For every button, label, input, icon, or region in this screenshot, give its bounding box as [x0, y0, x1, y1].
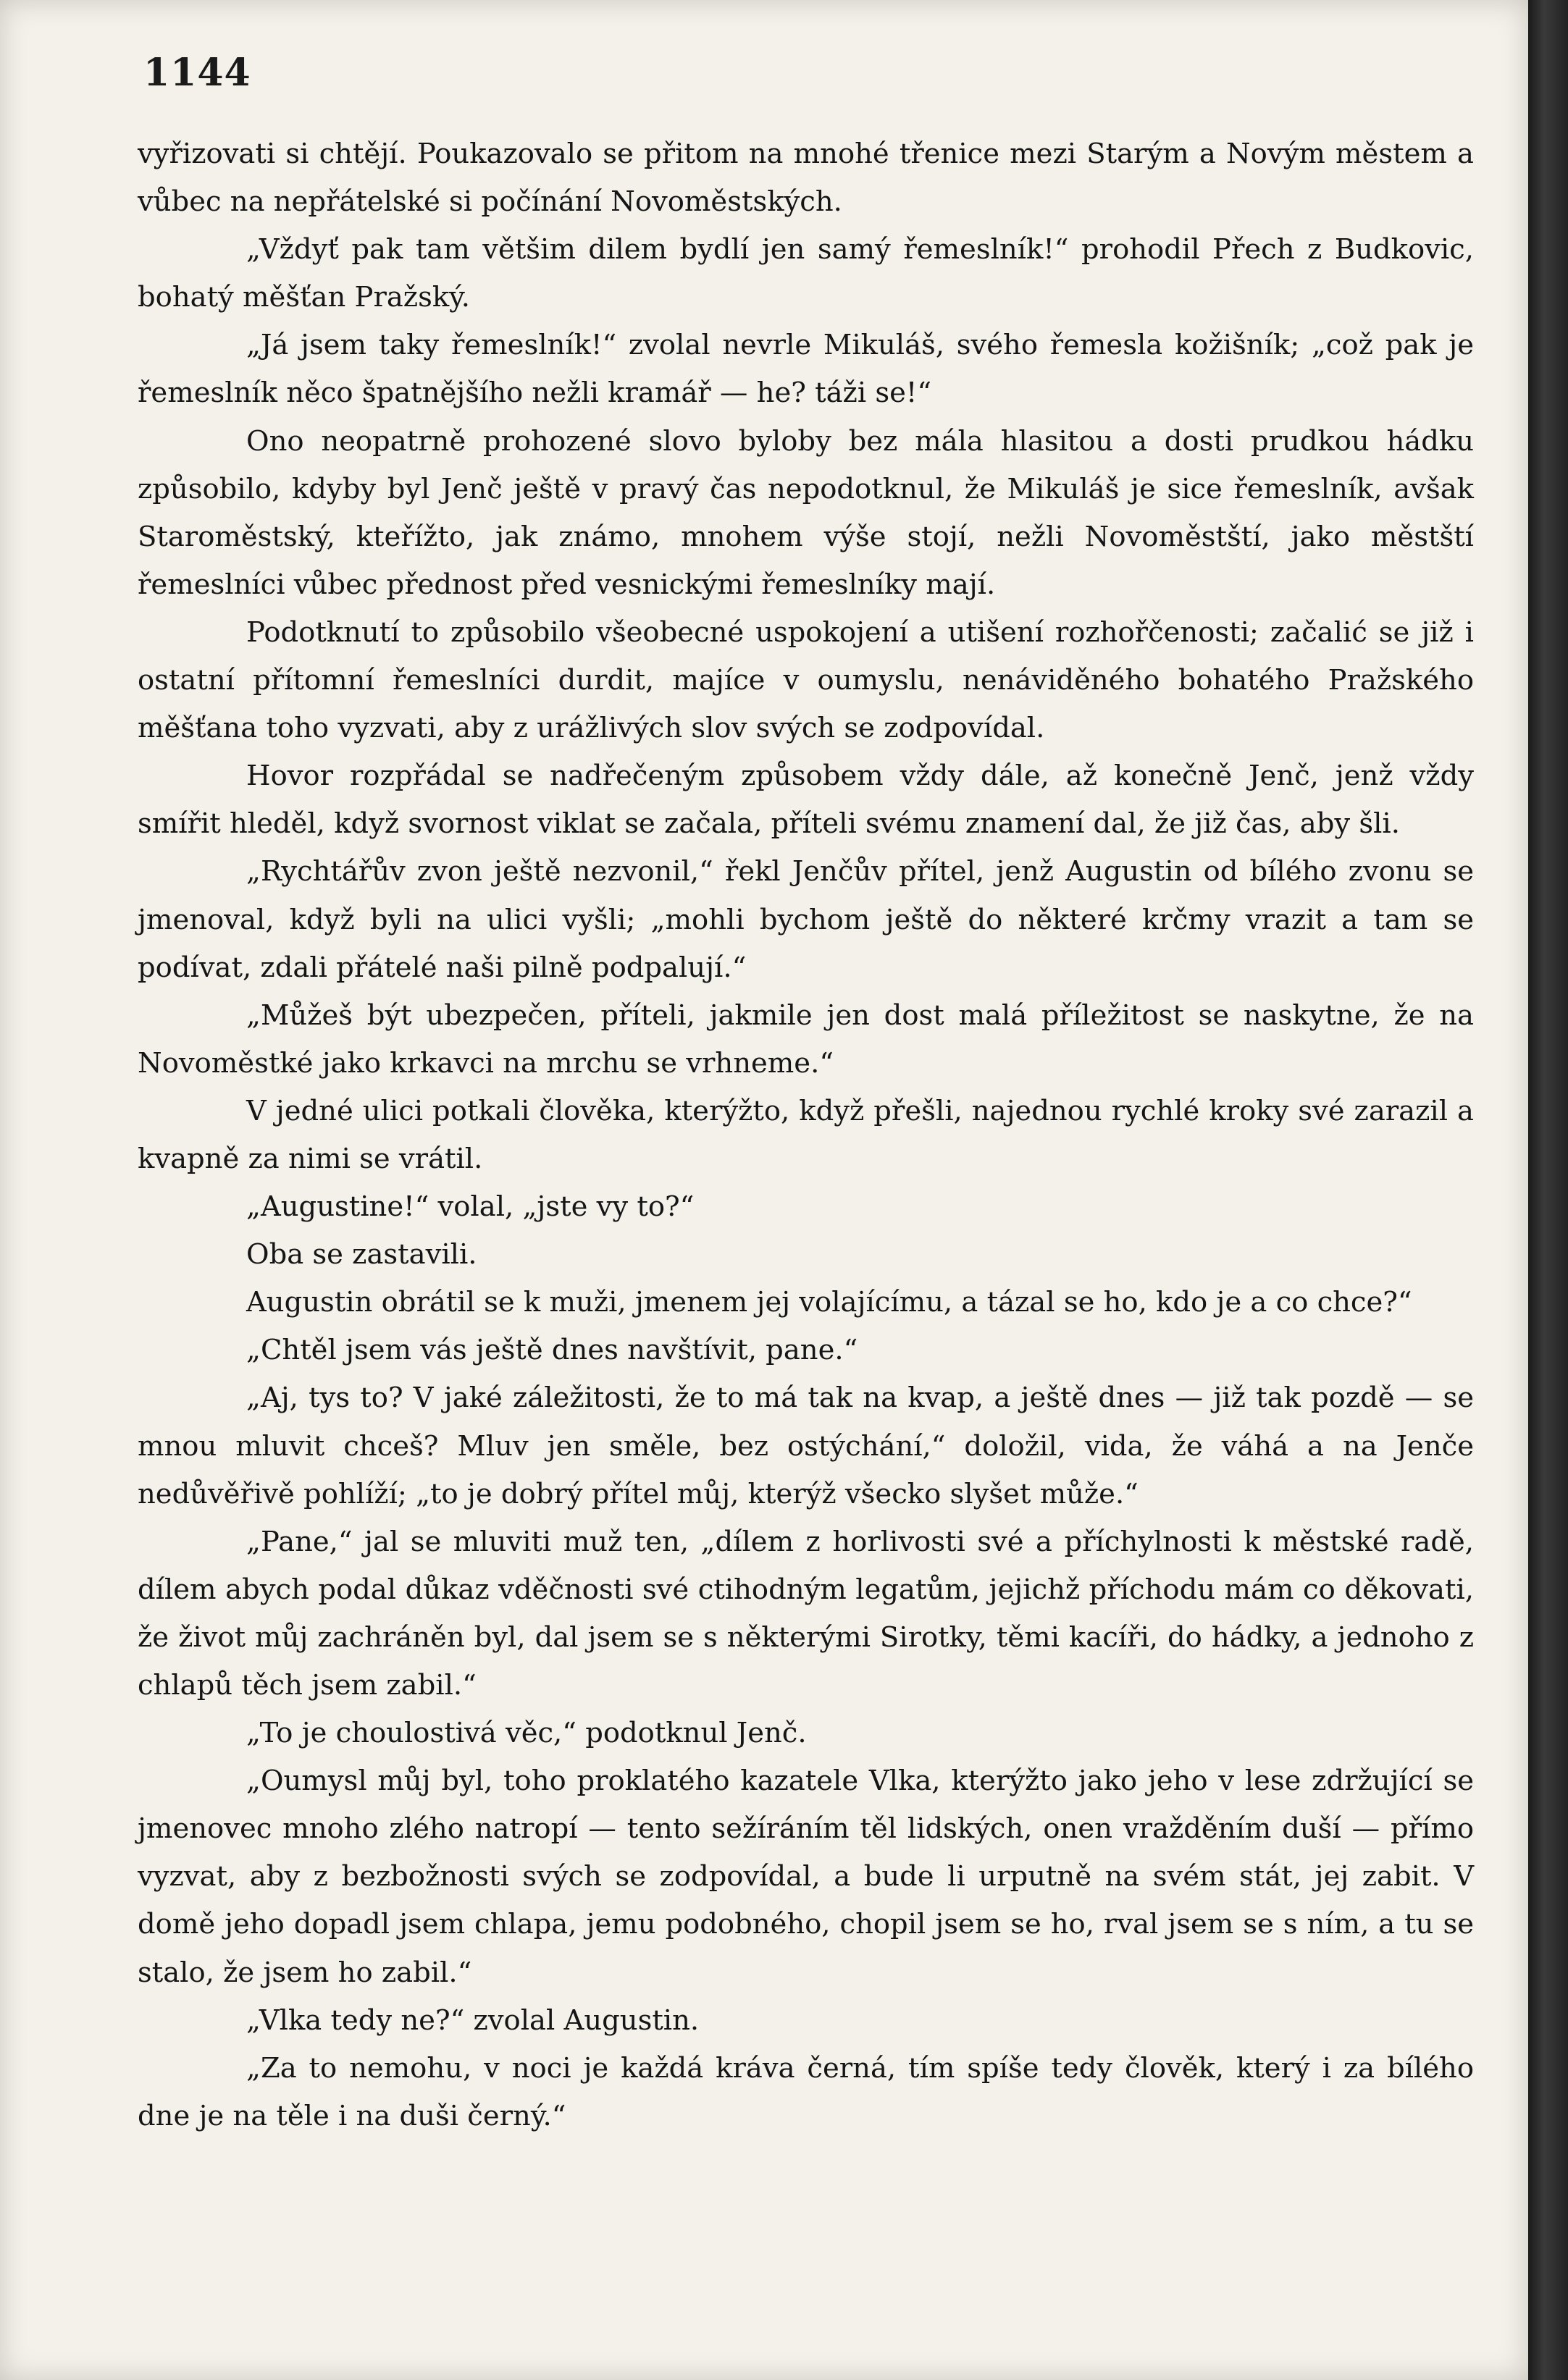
paragraph: „Vlka tedy ne?“ zvolal Augustin. — [246, 2003, 700, 2037]
paragraph: „Oumysl můj byl, toho proklatého kazatele Vlka, kterýžto jako jeho v lese zdržující se jmenovec mnoho zlého natropí — tento sežíráním těl lidských, onen vražděním duší — přímo vyzvat, aby z bezbožnosti svých se zodpovídal, a bude li urputně na svém stát, jej zabit. V domě jeho dopadl jsem chlapa, jemu podobného, chopil jsem se ho, rval jsem se s ním, a tu se stalo, že jsem ho zabil.“ — [138, 1765, 1474, 1989]
paragraph: „Vždyť pak tam většim dilem bydlí jen samý řemeslník!“ prohodil Přech z Budkovic, bohatý měšťan Pražský. — [138, 233, 1474, 314]
paragraph: „Aj, tys to? V jaké záležitosti, že to má tak na kvap, a ještě dnes — již tak pozdě — se mnou mluvit chceš? Mluv jen směle, bez ostýchání,“ doložil, vida, že váhá a na Jenče nedůvěřivě pohlíží; „to je dobrý přítel můj, kterýž všecko slyšet může.“ — [138, 1382, 1474, 1510]
paragraph: Augustin obrátil se k muži, jmenem jej volajícímu, a tázal se ho, kdo je a co chce?“ — [246, 1286, 1412, 1319]
paragraph: Hovor rozpřádal se nadřečeným způsobem vždy dále, až konečně Jenč, jenž vždy smířit hleděl, když svornost viklat se začala, příteli svému znamení dal, že již čas, aby šli. — [138, 760, 1474, 841]
paragraph: Oba se zastavili. — [246, 1238, 477, 1271]
paragraph: „To je choulostivá věc,“ podotknul Jenč. — [246, 1717, 807, 1750]
paragraph: „Rychtářův zvon ještě nezvonil,“ řekl Jenčův přítel, jenž Augustin od bílého zvonu se jmenoval, když byli na ulici vyšli; „mohli bychom ještě do některé krčmy vrazit a tam se podívat, zdali přátelé naši pilně podpalují.“ — [138, 855, 1474, 984]
paragraph: Podotknutí to způsobilo všeobecné uspokojení a utišení rozhořčenosti; začalić se již i ostatní přítomní řemeslníci durdit, majíce v oumyslu, nenáviděného bohatého Pražského měšťana toho vyzvati, aby z urážlivých slov svých se zodpovídal. — [138, 615, 1474, 745]
paragraph: „Chtěl jsem vás ještě dnes navštívit, pane.“ — [246, 1334, 858, 1367]
paragraph: „Já jsem taky řemeslník!“ zvolal nevrle Mikuláš, svého řemesla kožišník; „což pak je řemeslník něco špatnějšího nežli kramář — he? táži se!“ — [138, 329, 1474, 410]
paragraph: vyřizovati si chtějí. Poukazovalo se přitom na mnohé třenice mezi Starým a Novým městem a vůbec na nepřátelské si počínání Novoměstských. — [138, 138, 1474, 219]
paragraph: Ono neopatrně prohozené slovo byloby bez mála hlasitou a dosti prudkou hádku způsobilo, kdyby byl Jenč ještě v pravý čas nepodotknul, že Mikuláš je sice řemeslník, avšak Staroměstský, kteřížto, jak známo, mnohem výše stojí, nežli Novoměstští, jako městští řemeslníci vůbec přednost před vesnickými řemeslníky mají. — [138, 424, 1474, 601]
page-edge-shadow — [1528, 0, 1568, 2380]
paragraph: „Pane,“ jal se mluviti muž ten, „dílem z horlivosti své a příchylnosti k městské radě, dílem abych podal důkaz vděčnosti své ctihodným legatům, jejichž příchodu mám co děkovati, že život můj zachráněn byl, dal jsem se s některými Sirotky, těmi kacíři, do hádky, a jednoho z chlapů těch jsem zabil.“ — [138, 1525, 1474, 1702]
paragraph: „Augustine!“ volal, „jste vy to?“ — [246, 1190, 695, 1224]
paragraph: V jedné ulici potkali člověka, kterýžto, když přešli, najednou rychlé kroky své zarazil a kvapně za nimi se vrátil. — [138, 1094, 1474, 1175]
paragraph: „Můžeš být ubezpečen, příteli, jakmile jen dost malá příležitost se naskytne, že na Novoměstké jako krkavci na mrchu se vrhneme.“ — [138, 998, 1474, 1080]
paragraph: „Za to nemohu, v noci je každá kráva černá, tím spíše tedy člověk, který i za bílého dne je na těle i na duši černý.“ — [138, 2051, 1474, 2132]
page-text — [138, 130, 1474, 2140]
page-number: 1144 — [143, 51, 251, 95]
